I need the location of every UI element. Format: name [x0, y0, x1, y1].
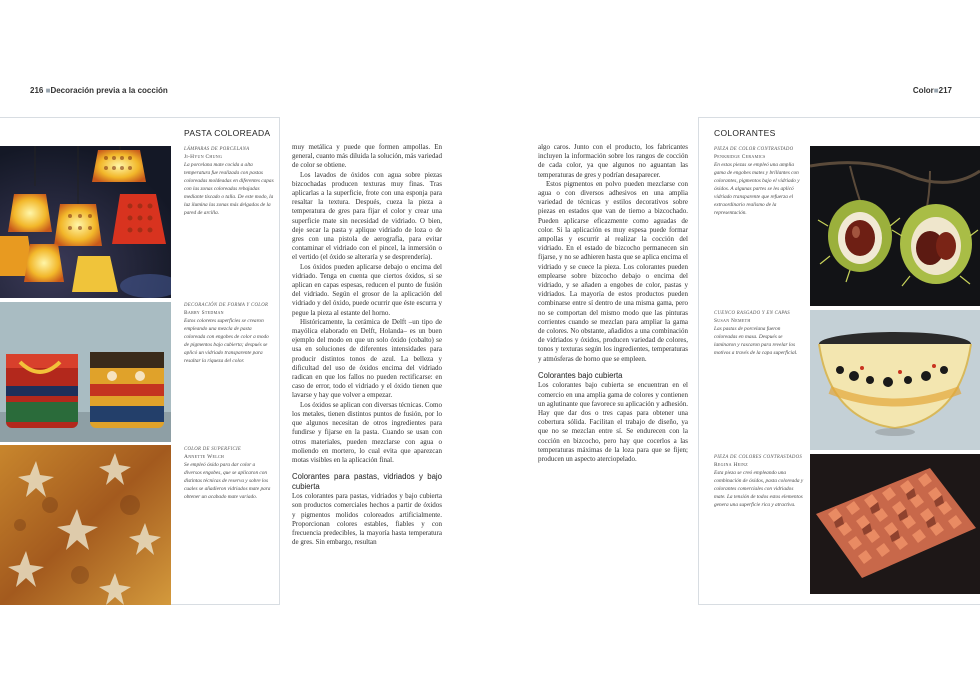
- photo-color-vessels: [0, 302, 171, 442]
- photo-bowl: [810, 310, 980, 450]
- right-running-header: [913, 86, 952, 95]
- caption-relief: [714, 454, 804, 509]
- left-running-header: [30, 86, 168, 95]
- caption-lamps: [184, 146, 274, 217]
- body-paragraph: Históricamente, la cerámica de Delft –un tipo de mayólica elaborado en Delft, Holanda– es un buen ejemplo del modo en que un solo óxido (cobalto) se usa en soluciones de diferentes intensidades para producir distintos tonos de azul. La belleza y dificultad del uso de óxidos encima del vidriado radican en que los fallos no pueden rectificarse: en caso de error, todo el vidriado y el óxido tienen que lavarse y hay que volver a empezar.: [292, 317, 442, 400]
- body-paragraph: Los lavados de óxidos con agua sobre piezas bizcochadas producen texturas muy finas. Tras aplicarlas a la superficie, frote con una esponja para resaltar la textura. Después, cueza la pieza a temperatura de gres para fijar el color y crear una superficie mate sin necesidad de vidriado. O bien, deje secar la pasta y aplique vidriado de loza o de gres con una pistola de aerografía, para evitar contaminar el vidriado con el pincel, la inmersión o el vertido (el óxido se alteraría y se desprendería).: [292, 170, 442, 262]
- caption-text: Se empleó óxido para dar color a diversos engobes, que se aplicaron con distintas técnicas de reserva y sobre los cuales se añadieron vidriados mate para obtener un acabado mate variado.: [184, 462, 271, 500]
- body-paragraph: Los colorantes para pastas, vidriados y bajo cubierta son productos comerciales hechos a partir de óxidos y pigmentos molidos coloreados artificialmente. Proporcionan colores estables, fiables y con frecuencia predecibles, la mayoría hasta temperatura de gres. Sin embargo, resultan: [292, 492, 442, 547]
- caption-author: Penkridge Ceramics: [714, 154, 766, 160]
- color-vessels-image: [0, 302, 171, 442]
- page-border-right-left: [279, 117, 280, 605]
- chestnuts-image: [810, 146, 980, 306]
- caption-text: Estos coloretes superficies se crearon empleando una mezcla de pasta coloreada con engobes de color a modo de pigmentos bajo cubierta; después se aplicó un vidriado transparente para resaltar la riqueza del color.: [184, 318, 269, 364]
- body-paragraph: Los óxidos se aplican con diversas técnicas. Como los metales, tienen distintos puntos de fusión, por lo que algunos necesitan de otros ingredientes para fundirse y fijarse en la pasta. Cuando se usan con otros materiales, pueden mezclarse con agua o moliendo en mortero, lo cual evita que aparezcan motas visibles en la aplicación final.: [292, 400, 442, 464]
- page-border-top-right: [698, 117, 980, 118]
- page-border-bottom-right: [698, 604, 980, 605]
- caption-author: Susan Nemeth: [714, 318, 751, 324]
- bowl-image: [810, 310, 980, 450]
- body-paragraph: muy metálica y puede que formen ampollas. En general, cuanto más diluida la solución, más variedad de color se obtiene.: [292, 143, 442, 170]
- left-section-name: Decoración previa a la cocción: [50, 86, 168, 95]
- caption-category: PIEZA DE COLORES CONTRASTADOS: [714, 455, 803, 460]
- body-column-2: [538, 143, 688, 464]
- caption-chestnuts: [714, 146, 804, 217]
- caption-category: CUENCO RASGADO Y EN CAPAS: [714, 311, 790, 316]
- right-section-name: Color: [912, 86, 934, 95]
- caption-text: La porcelana mate cocida a alta temperatura fue realizada con pastas coloreadas moldeadas en diferentes capas con las zonas coloreadas rebajadas mediante tiscado o talla. De este modo, la luz ilumina las zonas más delgadas de la pared de arcilla.: [184, 162, 274, 216]
- relief-tile-image: [810, 454, 980, 594]
- caption-category: PIEZA DE COLOR CONTRASTADO: [714, 147, 794, 152]
- caption-surface: [184, 446, 274, 501]
- caption-author: Regina Heinz: [714, 462, 748, 468]
- caption-author: Annette Welch: [184, 454, 225, 460]
- caption-category: DECORACIÓN DE FORMA Y COLOR: [184, 303, 269, 308]
- photo-chestnuts: [810, 146, 980, 306]
- caption-vessels: [184, 302, 274, 365]
- porcelain-lamps-image: [0, 146, 171, 298]
- page-border-top-left: [0, 117, 280, 118]
- photo-porcelain-lamps: [0, 146, 171, 298]
- left-page-number: 216: [30, 86, 44, 95]
- body-paragraph: Estos pigmentos en polvo pueden mezclarse con agua o con diversos adhesivos en una amplia variedad de técnicas y estilos decorativos sobre piezas en estados que van de tierno a bizcochado. Pueden aplicarse eficazmente como aguadas de color. Si la aplicación es muy espesa puede formar ampollas y escurrir al realizar la cocción del vidriado. En el estado de bizcocho permanecen sin fijarse, y no se adhieren hasta que se aplica encima el vidriado y se cuece la pieza. Los colorantes pueden emplearse sobre bizcocho debajo o encima del vidriado, y se añaden a engobes de color, pastas y vidriados. La mayoría de estos productos pueden combinarse entre sí dentro de una misma gama, pero no se comportan del mismo modo que las pinturas corrientes cuando se mezclan para ampliar la gama de colores. No obstante, añadidos a una combinación de vidriados y óxidos, producen variedad de colores, tonos y texturas según los ingredientes, temperaturas y atmósferas de horno que se empleen.: [538, 179, 688, 363]
- caption-text: Esta pieza se creó empleando una combinación de óxidos, pasta coloreada y colorantes comerciales con vidriados mate. La tensión de todos estos elementos genera una superficie rica y atractiva.: [714, 470, 804, 508]
- caption-author: Barry Stedman: [184, 310, 224, 316]
- body-paragraph: Los óxidos pueden aplicarse debajo o encima del vidriado. Tenga en cuenta que ciertos óxidos, si se aplican en capas espesas, reducen el punto de fusión del vidriado. Según el grosor de la aplicación del vidriado y del óxido, puede ocurrir que éste escurra y pegue la pieza al estante del horno.: [292, 262, 442, 317]
- header-separator: ■: [933, 86, 939, 95]
- caption-author: Ji-Hyun Chung: [184, 154, 223, 160]
- right-page-number: 217: [938, 86, 952, 95]
- section-title-colorantes: COLORANTES: [714, 128, 776, 138]
- photo-relief-tile: [810, 454, 980, 594]
- caption-text: Las pastas de porcelana fueron coloreadas en masa. Después se laminaron y rascaron para revelar los motivos a través de la capa superficial.: [714, 326, 798, 356]
- section-title-pasta-coloreada: PASTA COLOREADA: [184, 128, 271, 138]
- caption-text: En estas piezas se empleó una amplia gama de engobes mates y brillantes con colorantes, pigmentos bajo el vidriado y óxidos. A algunas partes se les aplicó vidriado transparente que refuerza el extraordinario realismo de la representación.: [714, 162, 800, 216]
- photo-surface-color: [0, 445, 171, 605]
- subheading: Colorantes bajo cubierta: [538, 370, 623, 380]
- caption-category: COLOR DE SUPERFICIE: [184, 447, 242, 452]
- header-separator: ■: [45, 86, 51, 95]
- body-paragraph: algo caros. Junto con el producto, los fabricantes incluyen la información sobre los rangos de cocción de cada color, ya que algunos no aguantan las temperaturas de gres y podrían desaparecer.: [538, 143, 688, 179]
- caption-bowl: [714, 310, 804, 357]
- surface-color-image: [0, 445, 171, 605]
- body-column-1: [292, 143, 442, 547]
- page-border-left-right: [698, 117, 699, 605]
- body-paragraph: Los colorantes bajo cubierta se encuentran en el comercio en una amplia gama de colores y contienen un aglutinante que favorece su aplicación y adhesión. Hay que dar dos o tres capas para obtener una cobertura sólida. Facilitan el trabajo de diseño, ya que no se mezclan entre sí. Se endurecen con la cocción en bizcocho, pero hay que cocerlos a las temperaturas máximas de la loza para que se fijen; producen un aspecto aterciopelado.: [538, 381, 688, 463]
- subheading: Colorantes para pastas, vidriados y bajo cubierta: [292, 472, 442, 491]
- caption-category: LÁMPARAS DE PORCELANA: [184, 147, 250, 152]
